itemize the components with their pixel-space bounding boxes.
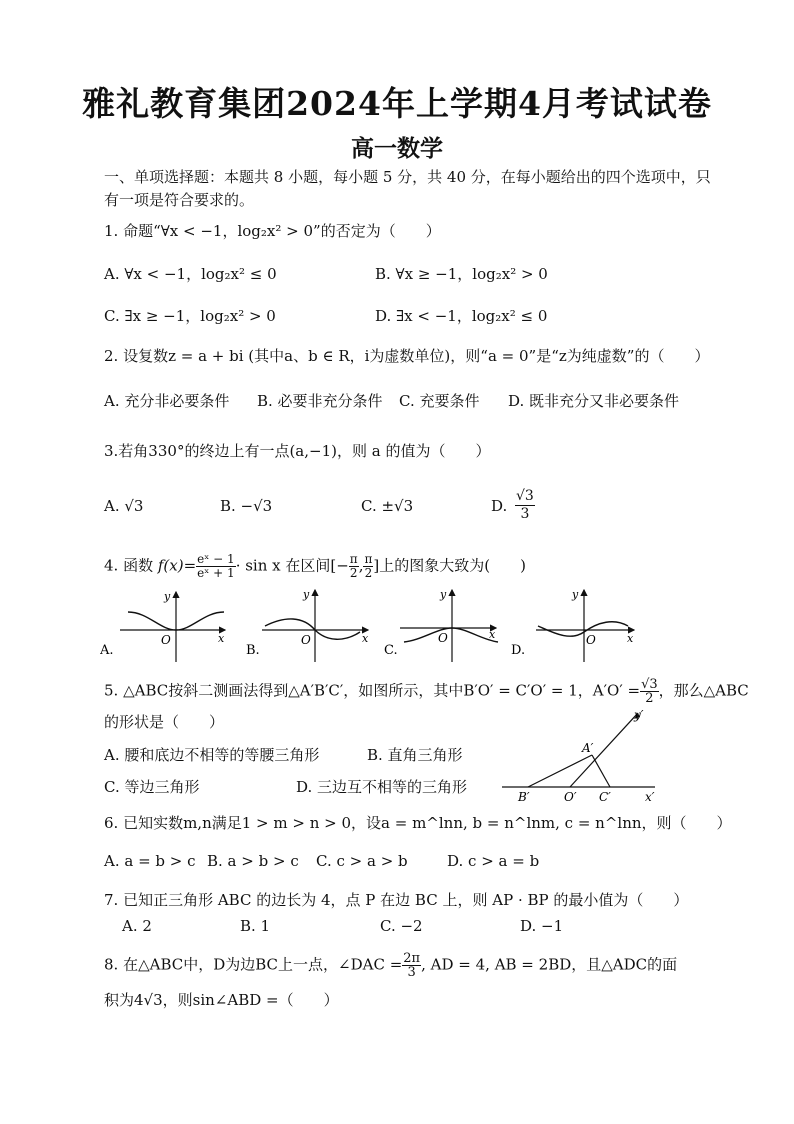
q4-y-b: y: [303, 588, 310, 601]
q4-graph-c: [384, 588, 498, 662]
q3-stem: 3.若角330°的终边上有一点(a,−1)，则 a 的值为（ ）: [104, 442, 491, 460]
q5-stem-line1: [104, 678, 749, 705]
q2-stem: 2. 设复数z = a + bi (其中a、b ∈ R，i为虚数单位)，则“a = 0”是“z为纯虚数”的（ ）: [104, 347, 710, 365]
section-instructions-line2: 有一项是符合要求的。: [104, 191, 255, 209]
q4-origin-c: O: [438, 631, 448, 645]
q6-option-d: D. c > a = b: [447, 852, 540, 870]
q5-option-a: A. 腰和底边不相等的等腰三角形: [104, 746, 320, 764]
q2-option-c: C. 充要条件: [399, 392, 480, 410]
q4-label-c: C.: [384, 643, 398, 658]
q3-option-c: C. ±√3: [361, 497, 414, 515]
q5-label-b: B′: [518, 790, 530, 804]
q5-label-y: y′: [634, 708, 644, 722]
q7-option-a: A. 2: [122, 917, 152, 935]
q4-pi-den-2: 2: [364, 566, 373, 580]
q5-side-ac: [592, 755, 610, 787]
q4-frac-numerator: eˣ − 1: [197, 552, 235, 566]
q4-stem: [104, 553, 526, 580]
q4-x-c: x: [489, 628, 496, 641]
q5-side-ba: [528, 755, 592, 787]
q4-graph-d: [511, 588, 634, 662]
q5-label-c: C′: [599, 790, 611, 804]
q4-y-a: y: [164, 590, 171, 603]
q4-x-b: x: [362, 632, 369, 645]
q1-stem: 1. 命题“∀x < −1，log₂x² > 0”的否定为（ ）: [104, 222, 441, 240]
q4-fx: f(x)=: [157, 556, 197, 575]
q3-option-d-fraction: [515, 488, 535, 523]
q8-stem-line2: 积为4√3，则sin∠ABD =（ ）: [104, 991, 339, 1009]
q4-pi-num-2: π: [364, 552, 373, 566]
q5-frac-denominator: 2: [645, 691, 654, 706]
q6-option-a: A. a = b > c: [104, 852, 196, 870]
q4-graph-a: [100, 590, 225, 662]
q5-option-b: B. 直角三角形: [367, 746, 463, 764]
q7-option-b: B. 1: [240, 917, 271, 935]
q4-label-b: B.: [246, 643, 260, 658]
q4-pi-den-1: 2: [349, 566, 358, 580]
q4-stem-end: ]上的图象大致为( ): [373, 556, 526, 575]
q7-stem: 7. 已知正三角形 ABC 的边长为 4，点 P 在边 BC 上，则 AP · BP 的最小值为（ ）: [104, 891, 689, 909]
q1-option-c: C. ∃x ≥ −1，log₂x² > 0: [104, 307, 276, 325]
q5-frac-numerator: √3: [641, 677, 658, 692]
q4-x-a: x: [218, 632, 225, 645]
q4-y-c: y: [440, 588, 447, 601]
q7-option-d: D. −1: [520, 917, 564, 935]
q2-option-b: B. 必要非充分条件: [257, 392, 383, 410]
q4-graph-b: [246, 588, 369, 662]
q4-x-d: x: [627, 632, 634, 645]
q4-origin-a: O: [161, 633, 171, 647]
q5-stem-text: 5. △ABC按斜二测画法得到△A′B′C′，如图所示，其中B′O′ = C′O′ = 1，A′O′ =: [104, 681, 641, 700]
q3-option-a: A. √3: [104, 497, 144, 515]
q1-option-d: D. ∃x < −1，log₂x² ≤ 0: [375, 307, 548, 325]
q4-origin-b: O: [301, 633, 311, 647]
q6-option-b: B. a > b > c: [207, 852, 299, 870]
q4-curve-b: [265, 619, 360, 639]
q4-stem-mid: · sin x 在区间[−: [235, 556, 349, 575]
q3-d-numerator: √3: [516, 488, 534, 504]
q8-frac-denominator: 3: [407, 965, 416, 980]
q4-y-d: y: [572, 588, 579, 601]
q4-stem-prefix: 4. 函数: [104, 556, 154, 575]
exam-subtitle: 高一数学: [351, 135, 443, 162]
q5-option-d: D. 三边互不相等的三角形: [296, 778, 468, 796]
q4-graphs: [100, 582, 760, 664]
q1-option-a: A. ∀x < −1，log₂x² ≤ 0: [104, 265, 277, 283]
q3-d-denominator: 3: [520, 506, 530, 522]
q8-stem-line1: [104, 952, 677, 979]
q8-stem-a: 8. 在△ABC中，D为边BC上一点，∠DAC =: [104, 955, 403, 974]
q4-origin-d: O: [586, 633, 596, 647]
q4-label-a: A.: [100, 643, 114, 658]
q8-stem-b: , AD = 4, AB = 2BD，且△ADC的面: [421, 955, 678, 974]
q4-comma: ,: [358, 556, 364, 575]
q7-option-c: C. −2: [380, 917, 423, 935]
q5-label-o: O′: [564, 790, 577, 804]
q3-option-b: B. −√3: [220, 497, 273, 515]
q5-figure: [500, 705, 660, 805]
q1-option-b: B. ∀x ≥ −1，log₂x² > 0: [375, 265, 548, 283]
q6-option-c: C. c > a > b: [316, 852, 408, 870]
q4-curve-c: [404, 628, 498, 642]
q4-curve-d: [538, 622, 628, 637]
q5-stem-tail: ，那么△ABC: [658, 681, 749, 700]
section-instructions-line1: 一、单项选择题：本题共 8 小题，每小题 5 分，共 40 分，在每小题给出的四个选项中，只: [104, 168, 711, 186]
q4-label-d: D.: [511, 643, 526, 658]
q2-option-a: A. 充分非必要条件: [104, 392, 230, 410]
q5-label-x: x′: [645, 790, 655, 804]
q5-label-a: A′: [582, 741, 594, 755]
q5-option-c: C. 等边三角形: [104, 778, 200, 796]
q4-frac-denominator: eˣ + 1: [197, 566, 235, 580]
q3-option-d-label: D.: [491, 497, 508, 515]
q8-frac-numerator: 2π: [403, 951, 421, 966]
q4-pi-num-1: π: [349, 552, 358, 566]
q6-stem: 6. 已知实数m,n满足1 > m > n > 0，设a = m^lnn, b = n^lnm, c = n^lnn，则（ ）: [104, 814, 732, 832]
exam-title: 雅礼教育集团2024年上学期4月考试试卷: [82, 84, 712, 123]
q2-option-d: D. 既非充分又非必要条件: [508, 392, 680, 410]
q5-stem-line2: 的形状是（ ）: [104, 713, 225, 731]
